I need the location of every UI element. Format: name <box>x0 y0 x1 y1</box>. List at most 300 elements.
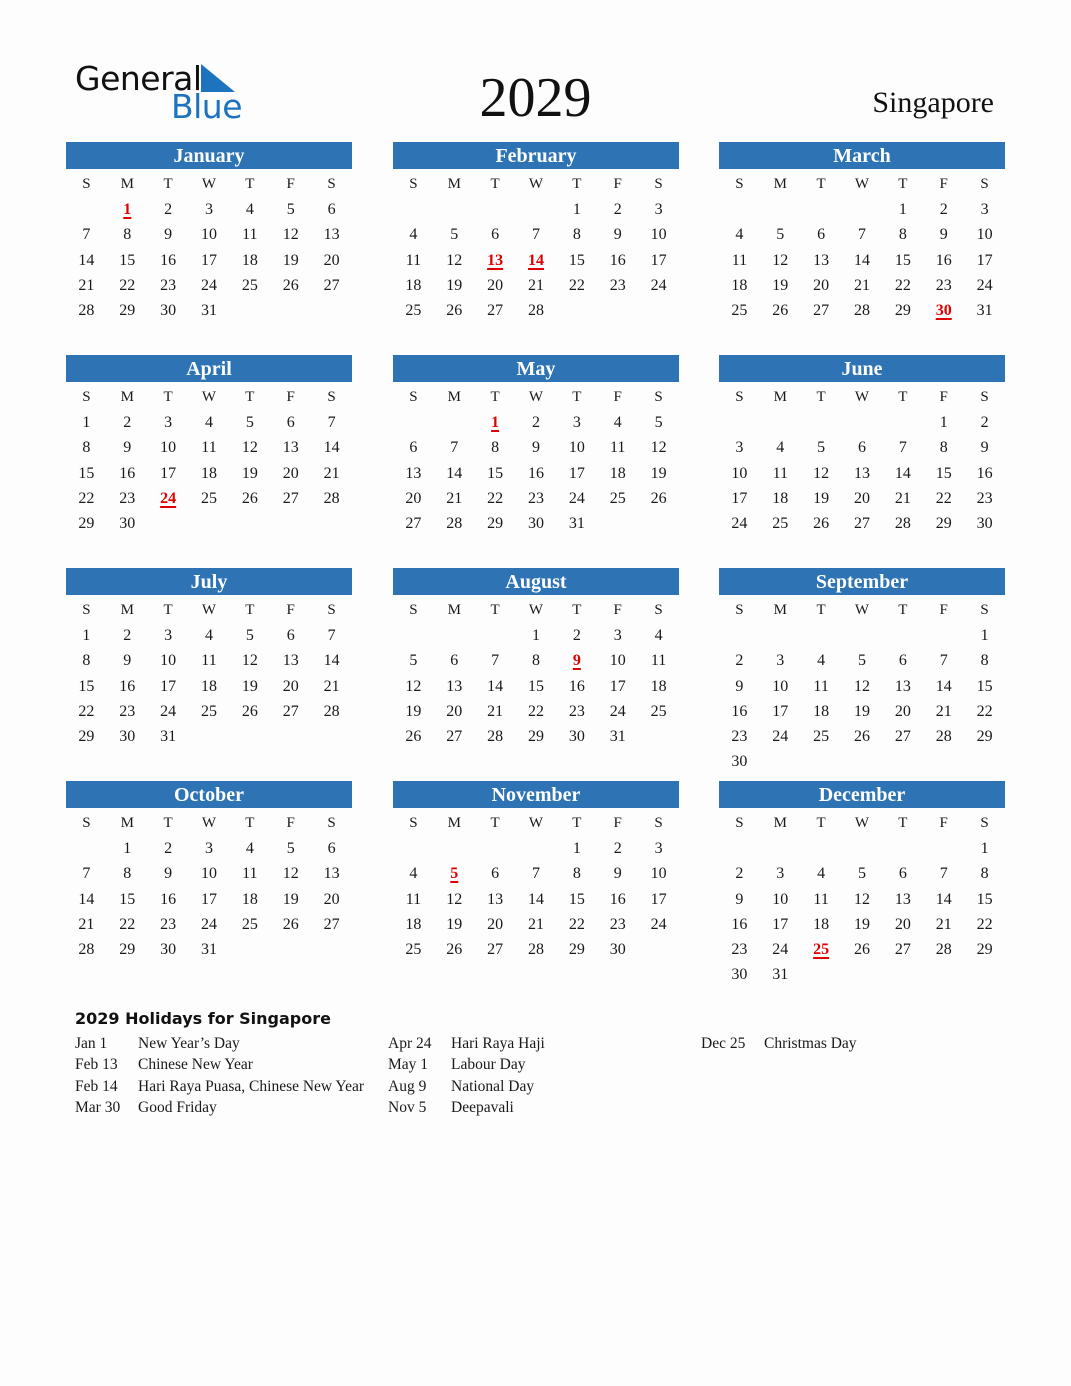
weekday-label: W <box>201 602 217 618</box>
day-cell: 10 <box>731 464 748 482</box>
day-cell: 13 <box>446 677 463 695</box>
weekday-label: W <box>201 815 217 831</box>
day-cell: 28 <box>323 489 340 507</box>
weekday-label: T <box>898 602 908 618</box>
weekday-label: F <box>613 389 622 405</box>
empty-cell <box>393 409 434 434</box>
day-cell: 24 <box>976 276 993 294</box>
empty-cell <box>760 196 801 221</box>
day-cell: 6 <box>286 627 295 644</box>
day-cell: 12 <box>282 865 299 883</box>
empty-cell <box>760 409 801 434</box>
day-cell: 15 <box>78 464 95 482</box>
day-cell: 8 <box>572 226 581 244</box>
day-cell: 5 <box>245 627 254 644</box>
day-cell: 23 <box>527 489 544 507</box>
weekday-label: S <box>327 389 336 405</box>
weekday-label: T <box>572 389 582 405</box>
day-cell: 6 <box>898 865 907 883</box>
holiday-date-label: Feb 14 <box>75 1077 118 1095</box>
day-cell: 11 <box>405 890 422 908</box>
day-cell: 1 <box>898 201 907 218</box>
day-cell: 25 <box>200 489 217 507</box>
weekday-label: W <box>528 176 544 192</box>
weekday-label: T <box>572 176 582 192</box>
holiday-date: 1 <box>491 414 500 431</box>
day-cell: 6 <box>898 652 907 670</box>
weekday-label: W <box>528 602 544 618</box>
holiday-item <box>75 1097 365 1118</box>
day-cell: 31 <box>200 302 217 320</box>
day-cell: 3 <box>776 652 785 670</box>
weekday-label: M <box>120 815 134 831</box>
day-cell: 20 <box>813 276 830 294</box>
weekday-label: S <box>654 815 663 831</box>
day-cell: 26 <box>241 702 258 720</box>
day-cell: 28 <box>935 941 952 959</box>
day-cell: 12 <box>446 890 463 908</box>
day-cell: 31 <box>160 728 177 746</box>
day-cell: 1 <box>123 840 132 857</box>
day-cell: 16 <box>731 702 748 720</box>
day-cell: 6 <box>857 439 866 457</box>
day-cell: 15 <box>568 890 585 908</box>
day-cell: 16 <box>609 890 626 908</box>
day-cell: 5 <box>286 840 295 857</box>
weekday-label: S <box>735 389 744 405</box>
day-cell: 29 <box>487 515 504 533</box>
day-cell: 7 <box>82 226 91 244</box>
day-cell: 12 <box>241 439 258 457</box>
day-cell: 26 <box>650 489 667 507</box>
weekday-label: W <box>528 389 544 405</box>
holiday-item <box>388 1076 678 1097</box>
weekday-label: S <box>82 602 91 618</box>
day-cell: 19 <box>650 464 667 482</box>
day-cell: 13 <box>894 677 911 695</box>
holiday-name: Deepavali <box>451 1098 514 1116</box>
weekday-label: S <box>980 602 989 618</box>
holiday-date: 13 <box>487 251 504 269</box>
day-cell: 8 <box>531 652 540 670</box>
day-cell: 15 <box>78 677 95 695</box>
day-cell: 20 <box>323 890 340 908</box>
day-cell: 4 <box>204 627 213 644</box>
day-cell: 20 <box>487 915 504 933</box>
empty-cell <box>393 622 434 647</box>
holiday-date: 30 <box>935 302 952 320</box>
day-cell: 3 <box>204 201 213 218</box>
empty-cell <box>66 835 107 860</box>
weekday-label: T <box>816 815 826 831</box>
empty-cell <box>434 196 475 221</box>
day-cell: 19 <box>853 702 870 720</box>
logo-text-blue: Blue <box>171 87 243 126</box>
day-cell: 30 <box>568 728 585 746</box>
country-name: Singapore <box>872 86 994 119</box>
day-cell: 13 <box>323 226 340 244</box>
day-cell: 29 <box>976 941 993 959</box>
day-cell: 24 <box>650 915 667 933</box>
day-cell: 10 <box>772 890 789 908</box>
day-cell: 19 <box>446 915 463 933</box>
day-cell: 25 <box>813 728 830 746</box>
day-cell: 13 <box>813 251 830 269</box>
day-cell: 17 <box>772 702 789 720</box>
day-cell: 27 <box>405 515 422 533</box>
day-cell: 1 <box>531 627 540 644</box>
day-cell: 22 <box>568 276 585 294</box>
month-february <box>393 142 679 322</box>
day-cell: 29 <box>119 941 136 959</box>
holiday-date-label: Feb 13 <box>75 1056 118 1074</box>
day-cell: 25 <box>241 915 258 933</box>
day-cell: 9 <box>735 890 744 908</box>
month-june <box>719 355 1005 535</box>
day-cell: 3 <box>776 865 785 883</box>
holidays-column <box>701 1033 991 1054</box>
day-cell: 7 <box>82 865 91 883</box>
day-cell: 2 <box>980 414 989 431</box>
day-cell: 22 <box>935 489 952 507</box>
day-cell: 4 <box>654 627 663 644</box>
day-cell: 7 <box>450 439 459 457</box>
weekday-label: T <box>245 815 255 831</box>
calendar-year-title: 2029 <box>479 67 592 129</box>
weekday-label: M <box>773 389 787 405</box>
day-cell: 28 <box>323 702 340 720</box>
day-cell: 14 <box>323 439 340 457</box>
holiday-date-label: May 1 <box>388 1056 429 1074</box>
day-cell: 15 <box>487 464 504 482</box>
day-cell: 28 <box>527 941 544 959</box>
day-cell: 8 <box>980 865 989 883</box>
day-cell: 9 <box>613 865 622 883</box>
day-cell: 31 <box>568 515 585 533</box>
day-cell: 10 <box>609 652 626 670</box>
day-cell: 29 <box>78 515 95 533</box>
empty-cell <box>801 835 842 860</box>
weekday-label: W <box>854 815 870 831</box>
day-cell: 18 <box>609 464 626 482</box>
day-cell: 11 <box>813 890 829 908</box>
day-cell: 7 <box>857 226 866 244</box>
day-cell: 12 <box>405 677 422 695</box>
day-cell: 30 <box>609 941 626 959</box>
empty-cell <box>475 196 516 221</box>
weekday-label: F <box>939 602 948 618</box>
day-cell: 3 <box>735 439 744 457</box>
day-cell: 17 <box>609 677 626 695</box>
weekday-label: T <box>245 389 255 405</box>
day-cell: 17 <box>650 251 667 269</box>
day-cell: 17 <box>731 489 748 507</box>
day-cell: 3 <box>654 201 663 218</box>
day-cell: 8 <box>939 439 948 457</box>
weekday-label: W <box>528 815 544 831</box>
holiday-date: 24 <box>160 489 177 507</box>
day-cell: 11 <box>813 677 829 695</box>
weekday-label: S <box>735 176 744 192</box>
day-cell: 11 <box>201 652 217 670</box>
holiday-name: Labour Day <box>451 1056 526 1074</box>
day-cell: 25 <box>405 302 422 320</box>
day-cell: 3 <box>613 627 622 644</box>
day-cell: 23 <box>119 702 136 720</box>
day-cell: 22 <box>119 276 136 294</box>
day-cell: 13 <box>487 890 504 908</box>
day-cell: 23 <box>609 915 626 933</box>
day-cell: 20 <box>282 464 299 482</box>
day-cell: 10 <box>160 652 177 670</box>
day-cell: 9 <box>613 226 622 244</box>
day-cell: 20 <box>894 702 911 720</box>
day-cell: 30 <box>160 302 177 320</box>
month-april <box>66 355 352 535</box>
day-cell: 19 <box>241 464 258 482</box>
day-cell: 7 <box>939 865 948 883</box>
weekday-label: W <box>201 389 217 405</box>
day-cell: 9 <box>123 652 132 670</box>
day-cell: 4 <box>204 414 213 431</box>
day-cell: 21 <box>853 276 870 294</box>
day-cell: 11 <box>201 439 217 457</box>
day-cell: 25 <box>200 702 217 720</box>
day-cell: 8 <box>123 865 132 883</box>
day-cell: 12 <box>853 677 870 695</box>
weekday-label: T <box>572 602 582 618</box>
day-cell: 13 <box>323 865 340 883</box>
holiday-item <box>75 1033 365 1054</box>
weekday-label: F <box>613 602 622 618</box>
day-cell: 5 <box>654 414 663 431</box>
day-cell: 3 <box>164 414 173 431</box>
month-header: May <box>393 355 679 382</box>
weekday-label: S <box>980 389 989 405</box>
day-cell: 24 <box>772 941 789 959</box>
day-cell: 1 <box>980 840 989 857</box>
empty-cell <box>801 409 842 434</box>
empty-cell <box>516 196 557 221</box>
day-cell: 23 <box>976 489 993 507</box>
day-cell: 26 <box>446 302 463 320</box>
day-cell: 15 <box>568 251 585 269</box>
holiday-name: Chinese New Year <box>138 1056 253 1074</box>
empty-cell <box>760 622 801 647</box>
weekday-label: M <box>120 389 134 405</box>
month-header: January <box>66 142 352 169</box>
day-cell: 2 <box>531 414 540 431</box>
weekday-label: T <box>816 602 826 618</box>
weekday-label: M <box>447 176 461 192</box>
holiday-item <box>701 1033 991 1054</box>
day-cell: 24 <box>200 915 217 933</box>
empty-cell <box>434 409 475 434</box>
day-grid <box>719 169 1005 322</box>
day-cell: 10 <box>976 226 993 244</box>
day-cell: 22 <box>894 276 911 294</box>
day-cell: 4 <box>409 865 418 883</box>
day-cell: 17 <box>200 890 217 908</box>
weekday-label: S <box>409 176 418 192</box>
day-cell: 29 <box>119 302 136 320</box>
day-cell: 8 <box>123 226 132 244</box>
day-cell: 26 <box>446 941 463 959</box>
day-cell: 9 <box>164 865 173 883</box>
month-march <box>719 142 1005 322</box>
weekday-label: W <box>201 176 217 192</box>
day-cell: 28 <box>527 302 544 320</box>
day-cell: 8 <box>980 652 989 670</box>
empty-cell <box>882 409 923 434</box>
day-cell: 28 <box>446 515 463 533</box>
day-cell: 24 <box>731 515 748 533</box>
empty-cell <box>475 835 516 860</box>
day-cell: 27 <box>853 515 870 533</box>
day-cell: 20 <box>487 276 504 294</box>
weekday-label: F <box>613 815 622 831</box>
weekday-label: F <box>613 176 622 192</box>
day-cell: 15 <box>527 677 544 695</box>
day-cell: 12 <box>853 890 870 908</box>
day-cell: 21 <box>323 677 340 695</box>
day-cell: 18 <box>200 464 217 482</box>
day-cell: 12 <box>282 226 299 244</box>
day-cell: 27 <box>813 302 830 320</box>
day-cell: 20 <box>282 677 299 695</box>
day-cell: 19 <box>241 677 258 695</box>
weekday-label: T <box>898 815 908 831</box>
day-cell: 5 <box>245 414 254 431</box>
day-cell: 3 <box>654 840 663 857</box>
holiday-date-label: Mar 30 <box>75 1098 121 1116</box>
day-cell: 3 <box>980 201 989 218</box>
day-cell: 1 <box>939 414 948 431</box>
day-cell: 9 <box>980 439 989 457</box>
day-cell: 6 <box>327 201 336 218</box>
day-cell: 26 <box>282 276 299 294</box>
day-cell: 12 <box>650 439 667 457</box>
month-header: November <box>393 781 679 808</box>
day-cell: 31 <box>609 728 626 746</box>
weekday-label: T <box>163 389 173 405</box>
day-cell: 20 <box>323 251 340 269</box>
day-cell: 18 <box>813 702 830 720</box>
day-cell: 24 <box>568 489 585 507</box>
weekday-label: S <box>327 815 336 831</box>
day-cell: 6 <box>491 865 500 883</box>
empty-cell <box>434 622 475 647</box>
day-cell: 10 <box>200 226 217 244</box>
day-cell: 19 <box>405 702 422 720</box>
day-cell: 29 <box>568 941 585 959</box>
weekday-label: S <box>327 176 336 192</box>
month-header: June <box>719 355 1005 382</box>
day-cell: 23 <box>568 702 585 720</box>
day-cell: 5 <box>817 439 826 457</box>
day-cell: 10 <box>650 226 667 244</box>
day-cell: 23 <box>609 276 626 294</box>
day-cell: 22 <box>487 489 504 507</box>
day-cell: 21 <box>323 464 340 482</box>
day-cell: 16 <box>527 464 544 482</box>
day-cell: 22 <box>119 915 136 933</box>
day-cell: 21 <box>894 489 911 507</box>
month-header: February <box>393 142 679 169</box>
day-cell: 28 <box>487 728 504 746</box>
day-cell: 6 <box>817 226 826 244</box>
day-cell: 11 <box>610 439 626 457</box>
day-grid <box>719 382 1005 535</box>
weekday-label: M <box>447 602 461 618</box>
day-cell: 23 <box>731 728 748 746</box>
holiday-date-label: Aug 9 <box>388 1077 427 1095</box>
day-cell: 18 <box>650 677 667 695</box>
weekday-label: M <box>447 815 461 831</box>
day-cell: 13 <box>894 890 911 908</box>
day-cell: 4 <box>776 439 785 457</box>
weekday-label: T <box>898 389 908 405</box>
day-cell: 8 <box>898 226 907 244</box>
day-cell: 18 <box>200 677 217 695</box>
day-grid <box>66 382 352 535</box>
day-cell: 31 <box>200 941 217 959</box>
day-cell: 26 <box>282 915 299 933</box>
holiday-item <box>388 1033 678 1054</box>
day-cell: 9 <box>164 226 173 244</box>
day-cell: 14 <box>446 464 463 482</box>
day-cell: 13 <box>282 652 299 670</box>
day-cell: 29 <box>78 728 95 746</box>
holidays-title: 2029 Holidays for Singapore <box>75 1009 331 1028</box>
weekday-label: T <box>163 602 173 618</box>
day-cell: 25 <box>650 702 667 720</box>
day-cell: 12 <box>241 652 258 670</box>
holiday-name: National Day <box>451 1077 535 1095</box>
day-cell: 21 <box>446 489 463 507</box>
day-cell: 8 <box>82 652 91 670</box>
weekday-label: M <box>120 176 134 192</box>
weekday-label: M <box>773 815 787 831</box>
day-cell: 23 <box>160 915 177 933</box>
day-cell: 20 <box>446 702 463 720</box>
holiday-name: Christmas Day <box>764 1035 857 1052</box>
day-grid <box>719 595 1005 774</box>
weekday-label: T <box>163 176 173 192</box>
day-cell: 21 <box>935 915 952 933</box>
day-cell: 28 <box>78 941 95 959</box>
day-cell: 4 <box>245 840 254 857</box>
day-cell: 25 <box>405 941 422 959</box>
day-cell: 22 <box>976 915 993 933</box>
weekday-label: M <box>773 176 787 192</box>
day-cell: 13 <box>282 439 299 457</box>
day-cell: 25 <box>609 489 626 507</box>
holiday-item <box>388 1097 678 1118</box>
day-cell: 30 <box>976 515 993 533</box>
day-cell: 16 <box>731 915 748 933</box>
weekday-label: W <box>854 602 870 618</box>
day-cell: 17 <box>160 464 177 482</box>
day-cell: 2 <box>164 840 173 857</box>
empty-cell <box>842 622 883 647</box>
holiday-item <box>75 1054 365 1075</box>
day-cell: 14 <box>78 890 95 908</box>
day-cell: 9 <box>735 677 744 695</box>
day-cell: 18 <box>241 890 258 908</box>
weekday-label: F <box>286 389 295 405</box>
day-cell: 15 <box>976 890 993 908</box>
